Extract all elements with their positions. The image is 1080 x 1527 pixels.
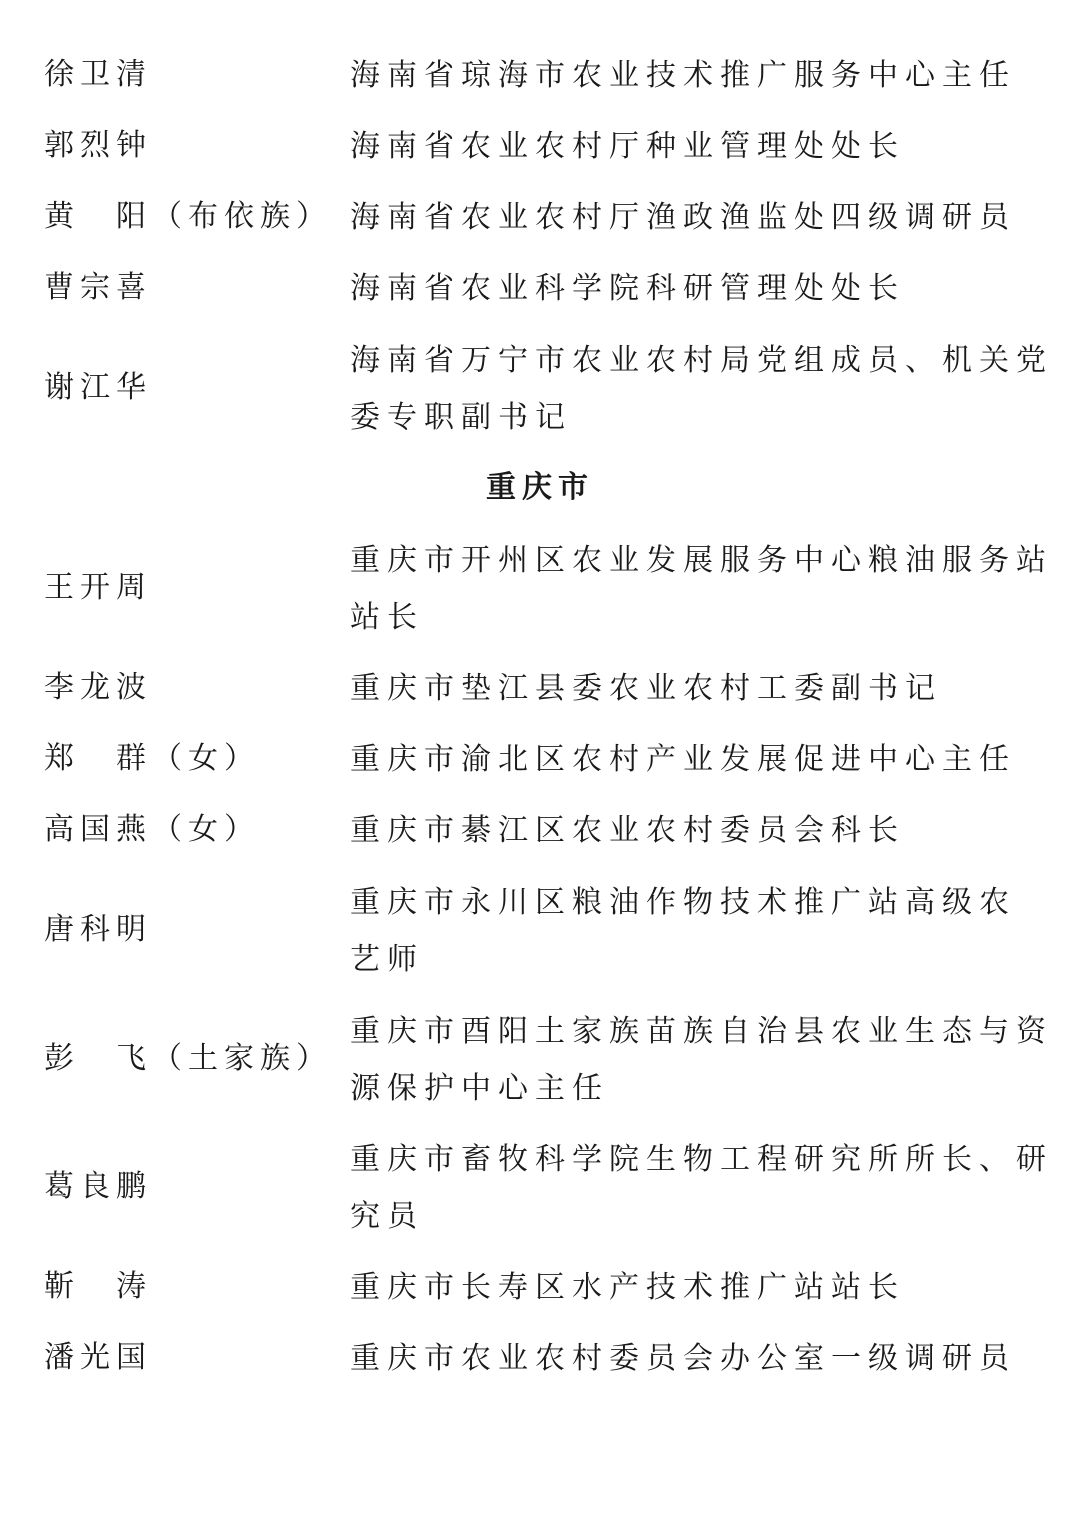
position-line: 重庆市酉阳土家族苗族自治县农业生态与资 [350,1014,1053,1049]
person-name: 李龙波 [44,670,152,705]
person-name: 靳 涛 [44,1269,152,1304]
position-line: 海南省琼海市农业技术推广服务中心主任 [350,58,1016,93]
position-line: 海南省农业科学院科研管理处处长 [350,271,905,306]
position-line: 重庆市永川区粮油作物技术推广站高级农 [350,885,1016,920]
person-name: 彭 飞（土家族） [44,1041,332,1076]
person-name: 曹宗喜 [44,270,152,305]
position-line: 站长 [350,600,424,635]
person-name: 徐卫清 [44,57,152,92]
position-line: 重庆市渝北区农村产业发展促进中心主任 [350,742,1016,777]
person-position [350,1131,1053,1245]
position-line: 海南省农业农村厅种业管理处处长 [350,129,905,164]
person-position [350,1003,1053,1117]
person-position [350,118,1040,175]
person-position [350,189,1040,246]
position-line: 重庆市畜牧科学院生物工程研究所所长、研 [350,1142,1053,1177]
person-position [350,1330,1040,1387]
position-line: 重庆市农业农村委员会办公室一级调研员 [350,1341,1016,1376]
person-name: 高国燕（女） [44,812,260,847]
position-line: 委专职副书记 [350,400,572,435]
person-name: 黄 阳（布依族） [44,199,332,234]
section-heading: 重庆市 [486,470,594,505]
person-position [350,660,1040,717]
person-name: 唐科明 [44,912,152,947]
person-name: 郭烈钟 [44,128,152,163]
person-position [350,802,1040,859]
person-position [350,47,1040,104]
person-name: 王开周 [44,570,152,605]
position-line: 重庆市垫江县委农业农村工委副书记 [350,671,942,706]
person-position [350,260,1040,317]
person-position [350,874,1040,988]
position-line: 源保护中心主任 [350,1071,609,1106]
person-name: 葛良鹏 [44,1169,152,1204]
person-name: 潘光国 [44,1340,152,1375]
position-line: 海南省农业农村厅渔政渔监处四级调研员 [350,200,1016,235]
person-position [350,532,1053,646]
person-name: 郑 群（女） [44,741,260,776]
person-position [350,1259,1040,1316]
position-line: 海南省万宁市农业农村局党组成员、机关党 [350,343,1053,378]
person-position [350,731,1040,788]
position-line: 重庆市长寿区水产技术推广站站长 [350,1270,905,1305]
position-line: 重庆市綦江区农业农村委员会科长 [350,813,905,848]
person-position [350,332,1053,446]
position-line: 重庆市开州区农业发展服务中心粮油服务站 [350,543,1053,578]
position-line: 艺师 [350,942,424,977]
position-line: 究员 [350,1199,424,1234]
person-name: 谢江华 [44,370,152,405]
